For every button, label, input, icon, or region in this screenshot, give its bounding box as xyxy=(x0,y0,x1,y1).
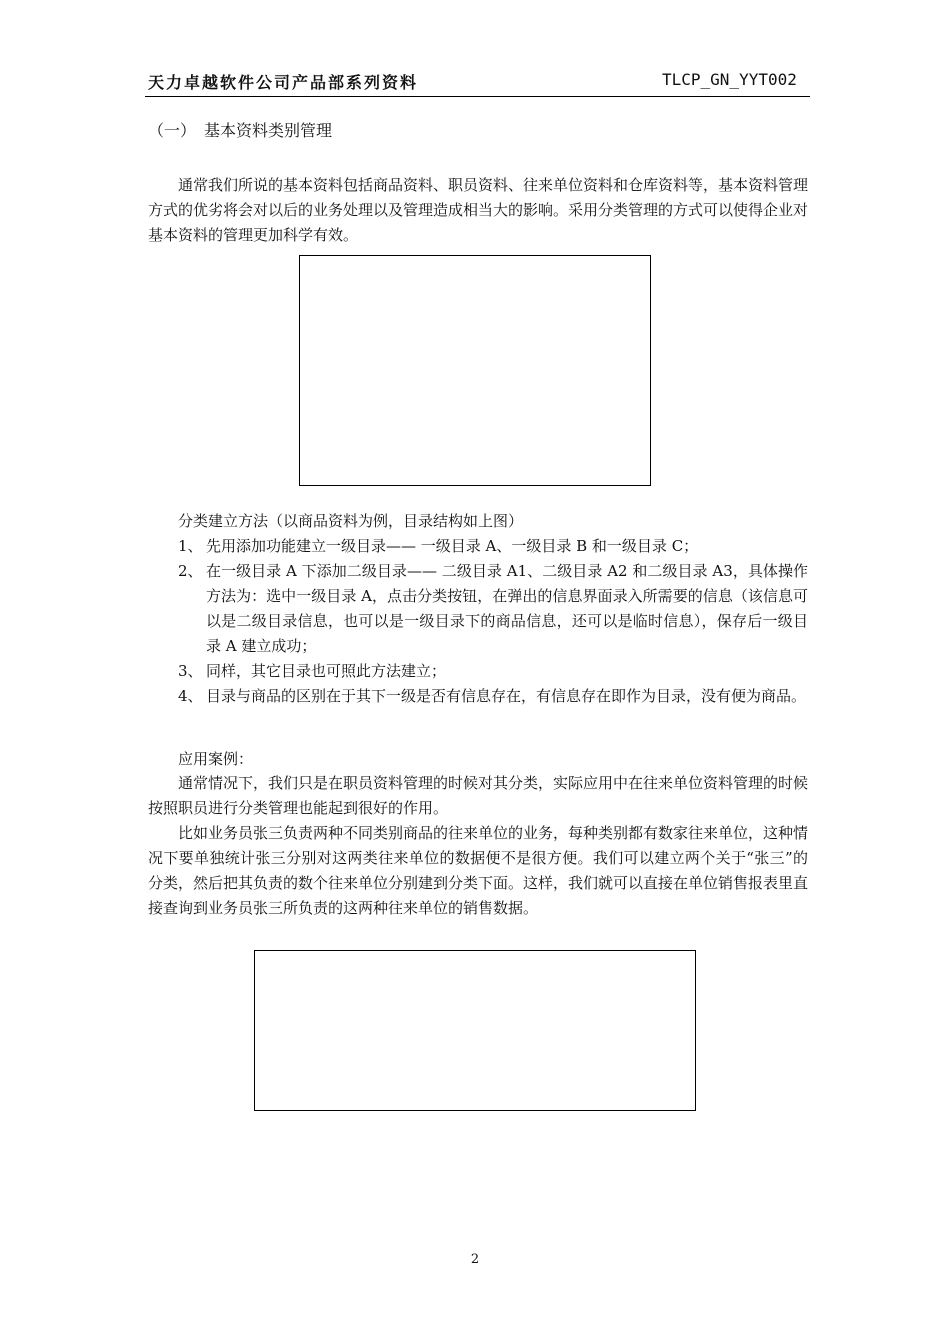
list-item-number: 2、 xyxy=(178,562,203,580)
list-item-number: 1、 xyxy=(178,537,203,555)
list-item xyxy=(178,534,808,559)
section-title: （一） 基本资料类别管理 xyxy=(148,121,333,140)
list-item-text: 在一级目录 A 下添加二级目录—— 二级目录 A1、二级目录 A2 和二级目录 A3，具体操作方法为：选中一级目录 A，点击分类按钮，在弹出的信息界面录入所需要的信息（该信息可以是二级目录信息，也可以是一级目录下的商品信息，还可以是临时信息），保存后一级目录 A 建立成功； xyxy=(206,562,808,655)
header-doc-code: TLCP_GN_YYT002 xyxy=(662,70,797,89)
case-heading: 应用案例： xyxy=(178,750,254,768)
list-item-text: 目录与商品的区别在于其下一级是否有信息存在，有信息存在即作为目录，没有便为商品。 xyxy=(206,687,807,705)
figure-placeholder-1 xyxy=(299,255,651,486)
list-item xyxy=(178,559,808,659)
list-item-number: 4、 xyxy=(178,687,203,705)
list-item xyxy=(178,659,808,684)
case-paragraph-2: 比如业务员张三负责两种不同类别商品的往来单位的业务，每种类别都有数家往来单位，这种情况下要单独统计张三分别对这两类往来单位的数据便不是很方便。我们可以建立两个关于“张三”的分类，然后把其负责的数个往来单位分别建到分类下面。这样，我们就可以直接在单位销售报表里直接查询到业务员张三所负责的这两种往来单位的销售数据。 xyxy=(148,824,809,917)
header-left-title: 天力卓越软件公司产品部系列资料 xyxy=(148,73,419,92)
intro-paragraph: 通常我们所说的基本资料包括商品资料、职员资料、往来单位资料和仓库资料等，基本资料管理方式的优劣将会对以后的业务处理以及管理造成相当大的影响。采用分类管理的方式可以使得企业对基本资料的管理更加科学有效。 xyxy=(148,176,809,244)
list-item-text: 先用添加功能建立一级目录—— 一级目录 A、一级目录 B 和一级目录 C； xyxy=(206,537,699,555)
case-paragraph-1: 通常情况下，我们只是在职员资料管理的时候对其分类，实际应用中在往来单位资料管理的时候按照职员进行分类管理也能起到很好的作用。 xyxy=(148,774,809,817)
list-item xyxy=(178,684,808,709)
method-heading: 分类建立方法（以商品资料为例，目录结构如上图） xyxy=(178,512,524,530)
page-number: 2 xyxy=(470,1252,480,1267)
header-rule xyxy=(145,96,810,97)
figure-placeholder-2 xyxy=(254,950,696,1111)
list-item-number: 3、 xyxy=(178,662,203,680)
list-item-text: 同样，其它目录也可照此方法建立； xyxy=(206,662,447,680)
